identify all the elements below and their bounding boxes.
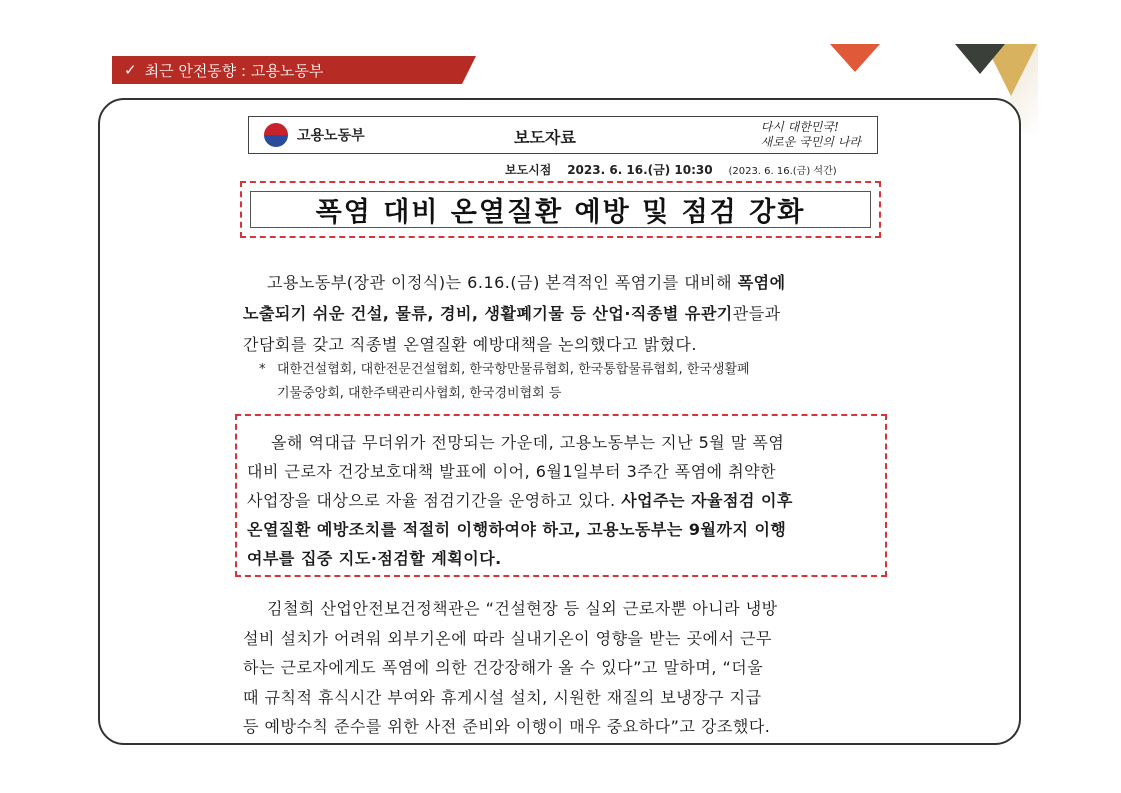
footnote-line-2: 기물중앙회, 대한주택관리사협회, 한국경비협회 등: [277, 386, 562, 401]
paragraph-3: [243, 594, 883, 742]
paragraph-2-line-2: 대비 근로자 건강보호대책 발표에 이어, 6월1일부터 3주간 폭염에 취약한: [247, 462, 777, 481]
text: 관들과: [732, 304, 781, 323]
text-bold: 폭염에: [737, 273, 786, 292]
slogan-handwriting: [761, 120, 861, 150]
text-bold: 사업주는 자율점검 이후: [621, 491, 793, 510]
paragraph-3-line-4: 때 규칙적 휴식시간 부여와 휴게시설 설치, 시원한 재질의 보냉장구 지급: [243, 687, 762, 707]
slogan-line-1: 다시 대한민국!: [760, 120, 839, 134]
slogan-line-2: 새로운 국민의 나라: [760, 135, 861, 149]
section-header-bar: [112, 56, 462, 84]
paragraph-3-line-5: 등 예방수칙 준수를 위한 사전 준비와 이행이 매우 중요하다”고 강조했다.: [243, 717, 771, 736]
release-datetime: 2023. 6. 16.(금) 10:30: [567, 163, 713, 177]
paragraph-1-line-3: 간담회를 갖고 직종별 온열질환 예방대책을 논의했다고 밝혔다.: [243, 335, 697, 354]
press-header: [248, 116, 878, 154]
release-embargo: (2023. 6. 16.(금) 석간): [728, 166, 837, 177]
ministry-name: 고용노동부: [297, 128, 365, 144]
text: 대한건설협회, 대한전문건설협회, 한국항만물류협회, 한국통합물류협회, 한국생활폐: [277, 362, 750, 377]
headline: 폭염 대비 온열질환 예방 및 점검 강화: [315, 197, 806, 228]
paragraph-2-line-3: [247, 486, 877, 515]
taegeuk-emblem-icon: [263, 122, 289, 148]
text: 사업장을 대상으로 자율 점검기간을 운영하고 있다.: [247, 491, 622, 510]
paragraph-1-line-1: [243, 267, 883, 298]
section-header-tail: [462, 56, 476, 84]
press-release-label: 보도자료: [514, 128, 576, 147]
text: 고용노동부(장관 이정식)는 6.16.(금) 본격적인 폭염기를 대비해: [267, 273, 738, 292]
paragraph-2-line-1: 올해 역대급 무더위가 전망되는 가운데, 고용노동부는 지난 5월 말 폭염: [271, 433, 785, 452]
headline-box: [240, 181, 881, 238]
footnote-line-1: [259, 358, 885, 382]
decorative-triangle-red: [830, 44, 880, 72]
paragraph-2: [247, 428, 877, 573]
paragraph-1-line-2: [243, 298, 883, 329]
paragraph-2-line-4: [247, 515, 877, 544]
decorative-triangle-dark: [955, 44, 1005, 74]
paragraph-3-line-1: 김철희 산업안전보건정책관은 “건설현장 등 실외 근로자뿐 아니라 냉방: [267, 599, 778, 618]
check-icon: ✓: [124, 61, 137, 79]
paragraph-3-line-3: 하는 근로자에게도 폭염에 의한 건강장해가 올 수 있다”고 말하며, “더울: [243, 658, 764, 677]
release-time: [505, 161, 837, 178]
asterisk: *: [259, 362, 266, 377]
paragraph-2-line-5: [247, 544, 877, 573]
headline-inner-border: [250, 191, 871, 228]
section-title: 최근 안전동향 : 고용노동부: [144, 61, 324, 80]
paragraph-3-line-2: 설비 설치가 어려워 외부기온에 따라 실내기온이 영향을 받는 곳에서 근무: [243, 628, 772, 648]
paragraph-1: [243, 267, 883, 360]
text-bold: 온열질환 예방조치를 적절히 이행하여야 하고, 고용노동부는 9월까지 이행: [247, 520, 787, 539]
footnote: [259, 358, 885, 406]
ministry-logo: [263, 122, 365, 148]
text-bold: 노출되기 쉬운 건설, 물류, 경비, 생활폐기물 등 산업·직종별 유관기: [243, 304, 733, 323]
text-bold: 여부를 집중 지도·점검할 계획이다.: [247, 549, 502, 568]
release-label: 보도시점: [505, 163, 552, 177]
